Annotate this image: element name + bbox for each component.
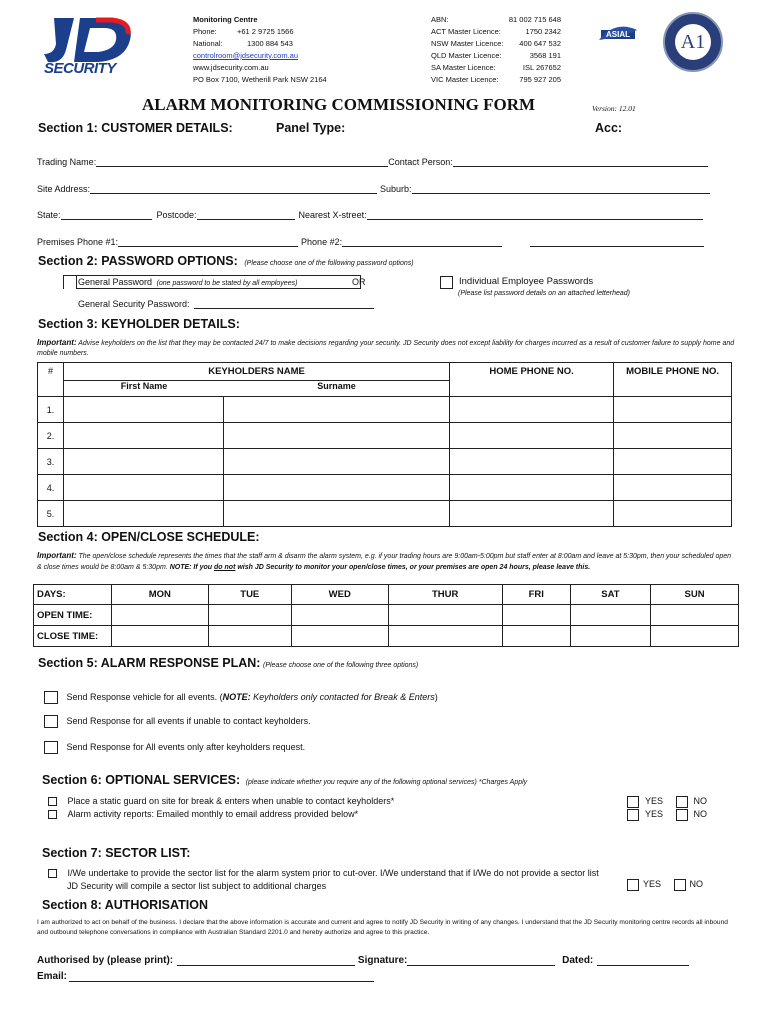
- close-time-cell[interactable]: [208, 626, 291, 647]
- keyholder-row-number: 5.: [38, 501, 64, 527]
- close-time-cell[interactable]: [112, 626, 209, 647]
- optional-service-2-yes-no: [627, 809, 707, 821]
- keyholder-row: [38, 423, 732, 449]
- x-street-label: Nearest X-street:: [298, 210, 367, 220]
- general-password-label: General Password: [78, 277, 153, 287]
- contact-person-label: Contact Person:: [388, 157, 453, 167]
- licence-row: [431, 38, 561, 50]
- sector-list-checkbox[interactable]: [48, 869, 57, 878]
- seal-grade: A1: [675, 24, 711, 60]
- section4-note2b: wish JD Security to monitor your open/close times, or your premises are open 24 hours, please leave this.: [235, 563, 591, 571]
- trading-name-field[interactable]: [96, 158, 388, 167]
- keyholder-home-phone-cell[interactable]: [450, 423, 614, 449]
- service1-no-label: NO: [693, 796, 708, 807]
- optional-service-2: [48, 809, 358, 819]
- service2-no-label: NO: [693, 809, 708, 820]
- section7-title: Section 7: SECTOR LIST:: [42, 846, 191, 860]
- keyholder-surname-cell[interactable]: [224, 423, 450, 449]
- licence-row: [431, 50, 561, 62]
- licence-row: [431, 62, 561, 74]
- licence-label: SA Master Licence:: [431, 63, 496, 72]
- signature-label: Signature:: [357, 955, 408, 966]
- section2-title: Section 2: PASSWORD OPTIONS:: [38, 254, 238, 268]
- section8-title: Section 8: AUTHORISATION: [42, 898, 208, 912]
- or-label: OR: [352, 277, 366, 287]
- logo-wordmark: SECURITY: [44, 60, 116, 77]
- open-time-cell[interactable]: [112, 605, 209, 626]
- licence-value: 81 002 715 648: [508, 15, 561, 24]
- national-label: National:: [193, 39, 223, 48]
- response-option-2: [44, 715, 311, 728]
- open-time-cell[interactable]: [570, 605, 650, 626]
- po-box: PO Box 7100, Wetherill Park NSW 2164: [193, 75, 327, 84]
- day-header: SAT: [570, 585, 650, 605]
- authorised-by-row: [37, 955, 689, 966]
- licence-row: [431, 26, 561, 38]
- licence-label: NSW Master Licence:: [431, 39, 504, 48]
- contact-heading: Monitoring Centre: [193, 15, 258, 24]
- panel-type-label: Panel Type:: [276, 121, 346, 135]
- keyholder-row: [38, 475, 732, 501]
- contact-block: [193, 14, 327, 86]
- kh-hash-header: #: [38, 363, 64, 397]
- sector-yes-checkbox[interactable]: [627, 879, 639, 891]
- phone1-field[interactable]: [118, 238, 298, 247]
- section5-header: [38, 656, 418, 670]
- licence-row: [431, 74, 561, 86]
- keyholder-surname-cell[interactable]: [224, 475, 450, 501]
- section6-title: Section 6: OPTIONAL SERVICES:: [42, 773, 241, 787]
- response-option-1-checkbox[interactable]: [44, 691, 58, 704]
- suburb-label: Suburb:: [380, 184, 412, 194]
- section3-note: [37, 338, 737, 359]
- email-link[interactable]: controlroom@jdsecurity.com.au: [193, 51, 299, 60]
- service2-yes-checkbox[interactable]: [627, 809, 639, 821]
- section4-title: Section 4: OPEN/CLOSE SCHEDULE:: [38, 530, 260, 544]
- open-time-cell[interactable]: [291, 605, 388, 626]
- keyholder-first-name-cell[interactable]: [64, 397, 224, 423]
- section2-header: [38, 254, 414, 268]
- open-time-cell[interactable]: [208, 605, 291, 626]
- section6-note: (please indicate whether you require any of the following optional services) *Charges Apply: [245, 779, 528, 786]
- licence-value: 1750 2342: [525, 27, 561, 36]
- keyholder-mobile-phone-cell[interactable]: [614, 501, 732, 527]
- suburb-field[interactable]: [412, 185, 710, 194]
- response-option-3-text: Send Response for All events only after keyholders request.: [66, 741, 306, 752]
- trading-name-label: Trading Name:: [37, 157, 97, 167]
- response-option-3: [44, 741, 305, 754]
- close-time-cell[interactable]: [570, 626, 650, 647]
- site-address-field[interactable]: [90, 185, 377, 194]
- response-option-2-checkbox[interactable]: [44, 715, 58, 728]
- keyholder-mobile-phone-cell[interactable]: [614, 423, 732, 449]
- response-option-1: [44, 691, 438, 704]
- keyholder-first-name-cell[interactable]: [64, 423, 224, 449]
- close-time-cell[interactable]: [651, 626, 739, 647]
- close-time-cell[interactable]: [502, 626, 570, 647]
- section4-note: [37, 551, 737, 573]
- email-field[interactable]: [69, 973, 374, 982]
- form-title: ALARM MONITORING COMMISSIONING FORM: [142, 95, 536, 114]
- optional-service-1: [48, 796, 394, 806]
- keyholder-home-phone-cell[interactable]: [450, 501, 614, 527]
- gsp-label: General Security Password:: [78, 299, 190, 309]
- service1-yes-label: YES: [645, 796, 664, 807]
- keyholder-surname-cell[interactable]: [224, 449, 450, 475]
- day-header: TUE: [208, 585, 291, 605]
- kh-first-name-header: First Name: [64, 380, 224, 391]
- section5-title: Section 5: ALARM RESPONSE PLAN:: [38, 656, 261, 670]
- sector-no-label: NO: [689, 879, 704, 890]
- version-label: Version: 12.01: [592, 104, 636, 113]
- keyholder-mobile-phone-cell[interactable]: [614, 475, 732, 501]
- individual-password-checkbox[interactable]: [440, 276, 453, 289]
- licence-value: 3568 191: [529, 51, 561, 60]
- service2-no-checkbox[interactable]: [676, 809, 688, 821]
- licence-row: [431, 14, 561, 26]
- response-option-2-text: Send Response for all events if unable to contact keyholders.: [66, 715, 311, 726]
- site-address-row: [37, 184, 710, 194]
- day-header: WED: [291, 585, 388, 605]
- keyholder-mobile-phone-cell[interactable]: [614, 449, 732, 475]
- phone-row: [37, 237, 704, 247]
- kh-surname-header: Surname: [224, 380, 449, 391]
- service2-yes-label: YES: [645, 809, 664, 820]
- email-label: Email:: [37, 971, 68, 982]
- authorisation-text: I am authorized to act on behalf of the business. I declare that the above information is accurate and current and agree to notify JD Security in writing of any changes. I understand that the JD Security monitoring centre records all inbound and outbound telephone conversations in compliance with Australian Standard 2201.0 and hereby authorize and agree to this practice.: [37, 919, 728, 936]
- phone3-field[interactable]: [530, 238, 704, 247]
- licence-label: ACT Master Licence:: [431, 27, 501, 36]
- sector-list-statement: [48, 867, 599, 893]
- keyholder-row: [38, 397, 732, 423]
- keyholder-row-number: 1.: [38, 397, 64, 423]
- close-time-cell[interactable]: [388, 626, 502, 647]
- optional-service-2-text: Alarm activity reports: Emailed monthly to email address provided below*: [67, 809, 359, 819]
- day-header: MON: [112, 585, 209, 605]
- authorised-by-label: Authorised by (please print):: [37, 955, 174, 966]
- a1-certified-seal: [663, 12, 723, 72]
- licence-value: 795 927 205: [519, 75, 561, 84]
- general-security-password-row: [78, 299, 374, 309]
- open-time-cell[interactable]: [388, 605, 502, 626]
- phone1-label: Premises Phone #1:: [37, 237, 119, 247]
- service1-yes-checkbox[interactable]: [627, 796, 639, 808]
- sector-list-text2: JD Security will compile a sector list subject to additional charges: [67, 881, 327, 891]
- sector-yes-label: YES: [643, 879, 662, 890]
- section4-note2a: NOTE: If you: [169, 563, 215, 571]
- section3-title: Section 3: KEYHOLDER DETAILS:: [38, 317, 240, 331]
- response-option-1-note-label: NOTE:: [222, 691, 251, 702]
- section4-important: Important:: [37, 551, 77, 560]
- response-option-1-text-a: Send Response vehicle for all events. (: [66, 691, 223, 702]
- section5-note: (Please choose one of the following three options): [263, 662, 419, 669]
- keyholder-row-number: 2.: [38, 423, 64, 449]
- licence-label: ABN:: [431, 15, 449, 24]
- asial-badge: [595, 22, 641, 66]
- individual-password-label: Individual Employee Passwords: [459, 276, 594, 287]
- phone2-label: Phone #2:: [301, 237, 343, 247]
- optional-service-1-checkbox[interactable]: [48, 797, 57, 806]
- response-option-1-close: ): [434, 691, 438, 702]
- section1-title: Section 1: CUSTOMER DETAILS:: [38, 121, 233, 135]
- sector-list-yes-no: [627, 879, 703, 891]
- keyholder-home-phone-cell[interactable]: [450, 397, 614, 423]
- optional-service-2-checkbox[interactable]: [48, 810, 57, 819]
- signature-field[interactable]: [407, 957, 555, 966]
- section3-important: Important:: [37, 338, 77, 347]
- phone2-field[interactable]: [342, 238, 502, 247]
- keyholder-first-name-cell[interactable]: [64, 475, 224, 501]
- open-time-label: OPEN TIME:: [34, 605, 112, 626]
- keyholder-home-phone-cell[interactable]: [450, 475, 614, 501]
- schedule-table: [33, 584, 739, 647]
- sector-list-text1: I/We undertake to provide the sector list for the alarm system prior to cut-over. I/We understand that if I/We do not provide a sector list: [67, 868, 599, 878]
- day-header: FRI: [502, 585, 570, 605]
- authorised-by-field[interactable]: [177, 957, 355, 966]
- keyholders-table: [37, 362, 732, 527]
- phone-value: +61 2 9725 1566: [237, 27, 294, 36]
- general-password-option: [63, 275, 361, 289]
- state-row: [37, 210, 703, 220]
- dated-field[interactable]: [597, 957, 689, 966]
- day-header: SUN: [651, 585, 739, 605]
- section2-note: (Please choose one of the following password options): [244, 260, 414, 267]
- kh-name-title: KEYHOLDERS NAME: [208, 366, 305, 377]
- service1-no-checkbox[interactable]: [676, 796, 688, 808]
- web-address: www.jdsecurity.com.au: [193, 63, 269, 72]
- general-password-checkbox[interactable]: [64, 276, 77, 289]
- dated-label: Dated:: [562, 955, 594, 966]
- acc-label: Acc:: [595, 121, 623, 135]
- state-field[interactable]: [61, 211, 152, 220]
- company-logo: [40, 12, 140, 80]
- section6-header: [42, 773, 527, 787]
- keyholder-surname-cell[interactable]: [224, 397, 450, 423]
- licence-label: VIC Master Licence:: [431, 75, 499, 84]
- asial-text: ASIAL: [601, 30, 635, 39]
- open-time-cell[interactable]: [651, 605, 739, 626]
- open-time-cell[interactable]: [502, 605, 570, 626]
- days-label: DAYS:: [34, 585, 112, 605]
- keyholder-row-number: 4.: [38, 475, 64, 501]
- postcode-field[interactable]: [197, 211, 295, 220]
- kh-mobile-header: MOBILE PHONE NO.: [614, 363, 732, 397]
- state-label: State:: [37, 210, 61, 220]
- keyholder-first-name-cell[interactable]: [64, 449, 224, 475]
- keyholder-first-name-cell[interactable]: [64, 501, 224, 527]
- section4-note2-underline: do not: [214, 563, 236, 571]
- response-option-3-checkbox[interactable]: [44, 741, 58, 754]
- kh-name-header: [64, 363, 450, 397]
- national-value: 1300 884 543: [247, 39, 293, 48]
- day-header: THUR: [388, 585, 502, 605]
- section3-note-text: Advise keyholders on the list that they may be contacted 24/7 to make decisions regarding your security. JD Security does not except liability for charges incurred as a result of customer failure to supply home and mobile numbers.: [37, 340, 735, 357]
- site-address-label: Site Address:: [37, 184, 91, 194]
- postcode-label: Postcode:: [156, 210, 197, 220]
- gsp-field[interactable]: [194, 300, 374, 309]
- keyholder-row: [38, 449, 732, 475]
- keyholder-home-phone-cell[interactable]: [450, 449, 614, 475]
- licence-label: QLD Master Licence:: [431, 51, 502, 60]
- contact-person-field[interactable]: [453, 158, 708, 167]
- keyholder-row-number: 3.: [38, 449, 64, 475]
- keyholder-row: [38, 501, 732, 527]
- x-street-field[interactable]: [367, 211, 703, 220]
- individual-password-note: (Please list password details on an attached letterhead): [458, 290, 630, 297]
- email-row: [37, 971, 374, 982]
- optional-service-1-yes-no: [627, 796, 707, 808]
- phone-label: Phone:: [193, 27, 217, 36]
- licence-value: 400 647 532: [519, 39, 561, 48]
- keyholder-surname-cell[interactable]: [224, 501, 450, 527]
- keyholder-mobile-phone-cell[interactable]: [614, 397, 732, 423]
- licence-block: [431, 14, 561, 86]
- response-option-1-note: Keyholders only contacted for Break & Enters: [250, 691, 435, 702]
- general-password-note: (one password to be stated by all employees): [156, 280, 298, 287]
- trading-name-row: [37, 157, 708, 167]
- kh-home-header: HOME PHONE NO.: [450, 363, 614, 397]
- licence-value: ISL 267652: [522, 63, 561, 72]
- section4-note1: The open/close schedule represents the times that the staff arm & disarm the alarm system, e.g. if your trading hours are 9:00am-5:00pm but staff enter at 8:00am and leave at 5:30pm, then your scheduled open & close times would be 8:00am & 5:30pm.: [37, 553, 732, 571]
- optional-service-1-text: Place a static guard on site for break & enters when unable to contact keyholders*: [67, 796, 395, 806]
- sector-no-checkbox[interactable]: [674, 879, 686, 891]
- close-time-cell[interactable]: [291, 626, 388, 647]
- close-time-label: CLOSE TIME:: [34, 626, 112, 647]
